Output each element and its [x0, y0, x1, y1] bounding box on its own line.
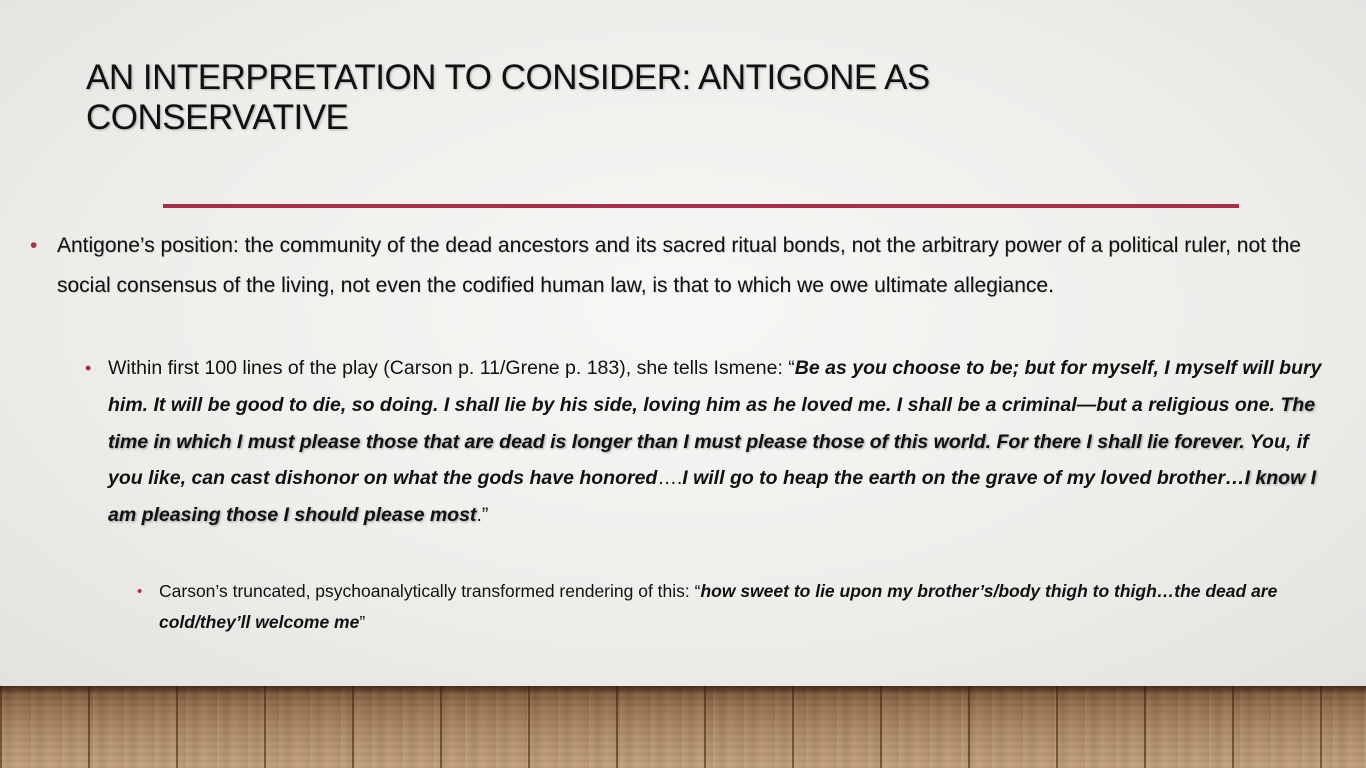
- slide-title: [86, 58, 1086, 138]
- bullet-lead: Antigone’s position:: [57, 234, 245, 257]
- quote-part-1: Be as you choose to be; but for myself, I myself will bury him. It will be good to die, so doing. I shall lie by his side, loving him as he loved me. I shall be a criminal—but a religious one.: [108, 357, 1322, 416]
- title-line-2: CONSERVATIVE: [86, 98, 349, 137]
- quote-part-2: The time in which I must please those that are dead is longer than I must please those of this world. For there I shall lie forever.: [108, 393, 1316, 453]
- title-line-1: AN INTERPRETATION TO CONSIDER: ANTIGONE AS: [86, 58, 930, 97]
- carson-end: ”: [359, 612, 366, 632]
- bullet-dot: •: [30, 234, 38, 257]
- bullet-body: the community of the dead ancestors and its sacred ritual bonds, not the arbitrary power of a political ruler, not the social consensus of the living, not even the codified human law, is that to which we owe ultimate allegiance.: [57, 234, 1301, 297]
- carson-quote: how sweet to lie upon my brother’s/body thigh to thigh…the dead are cold/they’ll welcome me: [159, 581, 1278, 632]
- quote-part-5: I know I am pleasing those I should please most: [108, 467, 1317, 527]
- bullet-dot: •: [85, 358, 92, 378]
- quote-part-3: You, if you like, can cast dishonor on what the gods have honored: [108, 430, 1309, 490]
- bullet-carson-rendering: [159, 576, 1319, 638]
- bullet-ismene-quote: [108, 350, 1348, 534]
- title-divider: [163, 204, 1239, 208]
- quote-ellipsis: ….: [657, 467, 683, 490]
- bullet-dot: •: [137, 583, 143, 600]
- quote-part-4: I will go to heap the earth on the grave of my loved brother…: [682, 467, 1245, 490]
- carson-intro: Carson’s truncated, psychoanalytically transformed rendering of this: “: [159, 581, 701, 601]
- quote-intro: Within first 100 lines of the play (Carson p. 11/Grene p. 183), she tells Ismene: “: [108, 357, 795, 379]
- floor-shadow: [0, 686, 1366, 694]
- bullet-antigone-position: [57, 226, 1337, 306]
- wood-floor-background: [0, 686, 1366, 768]
- quote-end: .”: [476, 504, 489, 527]
